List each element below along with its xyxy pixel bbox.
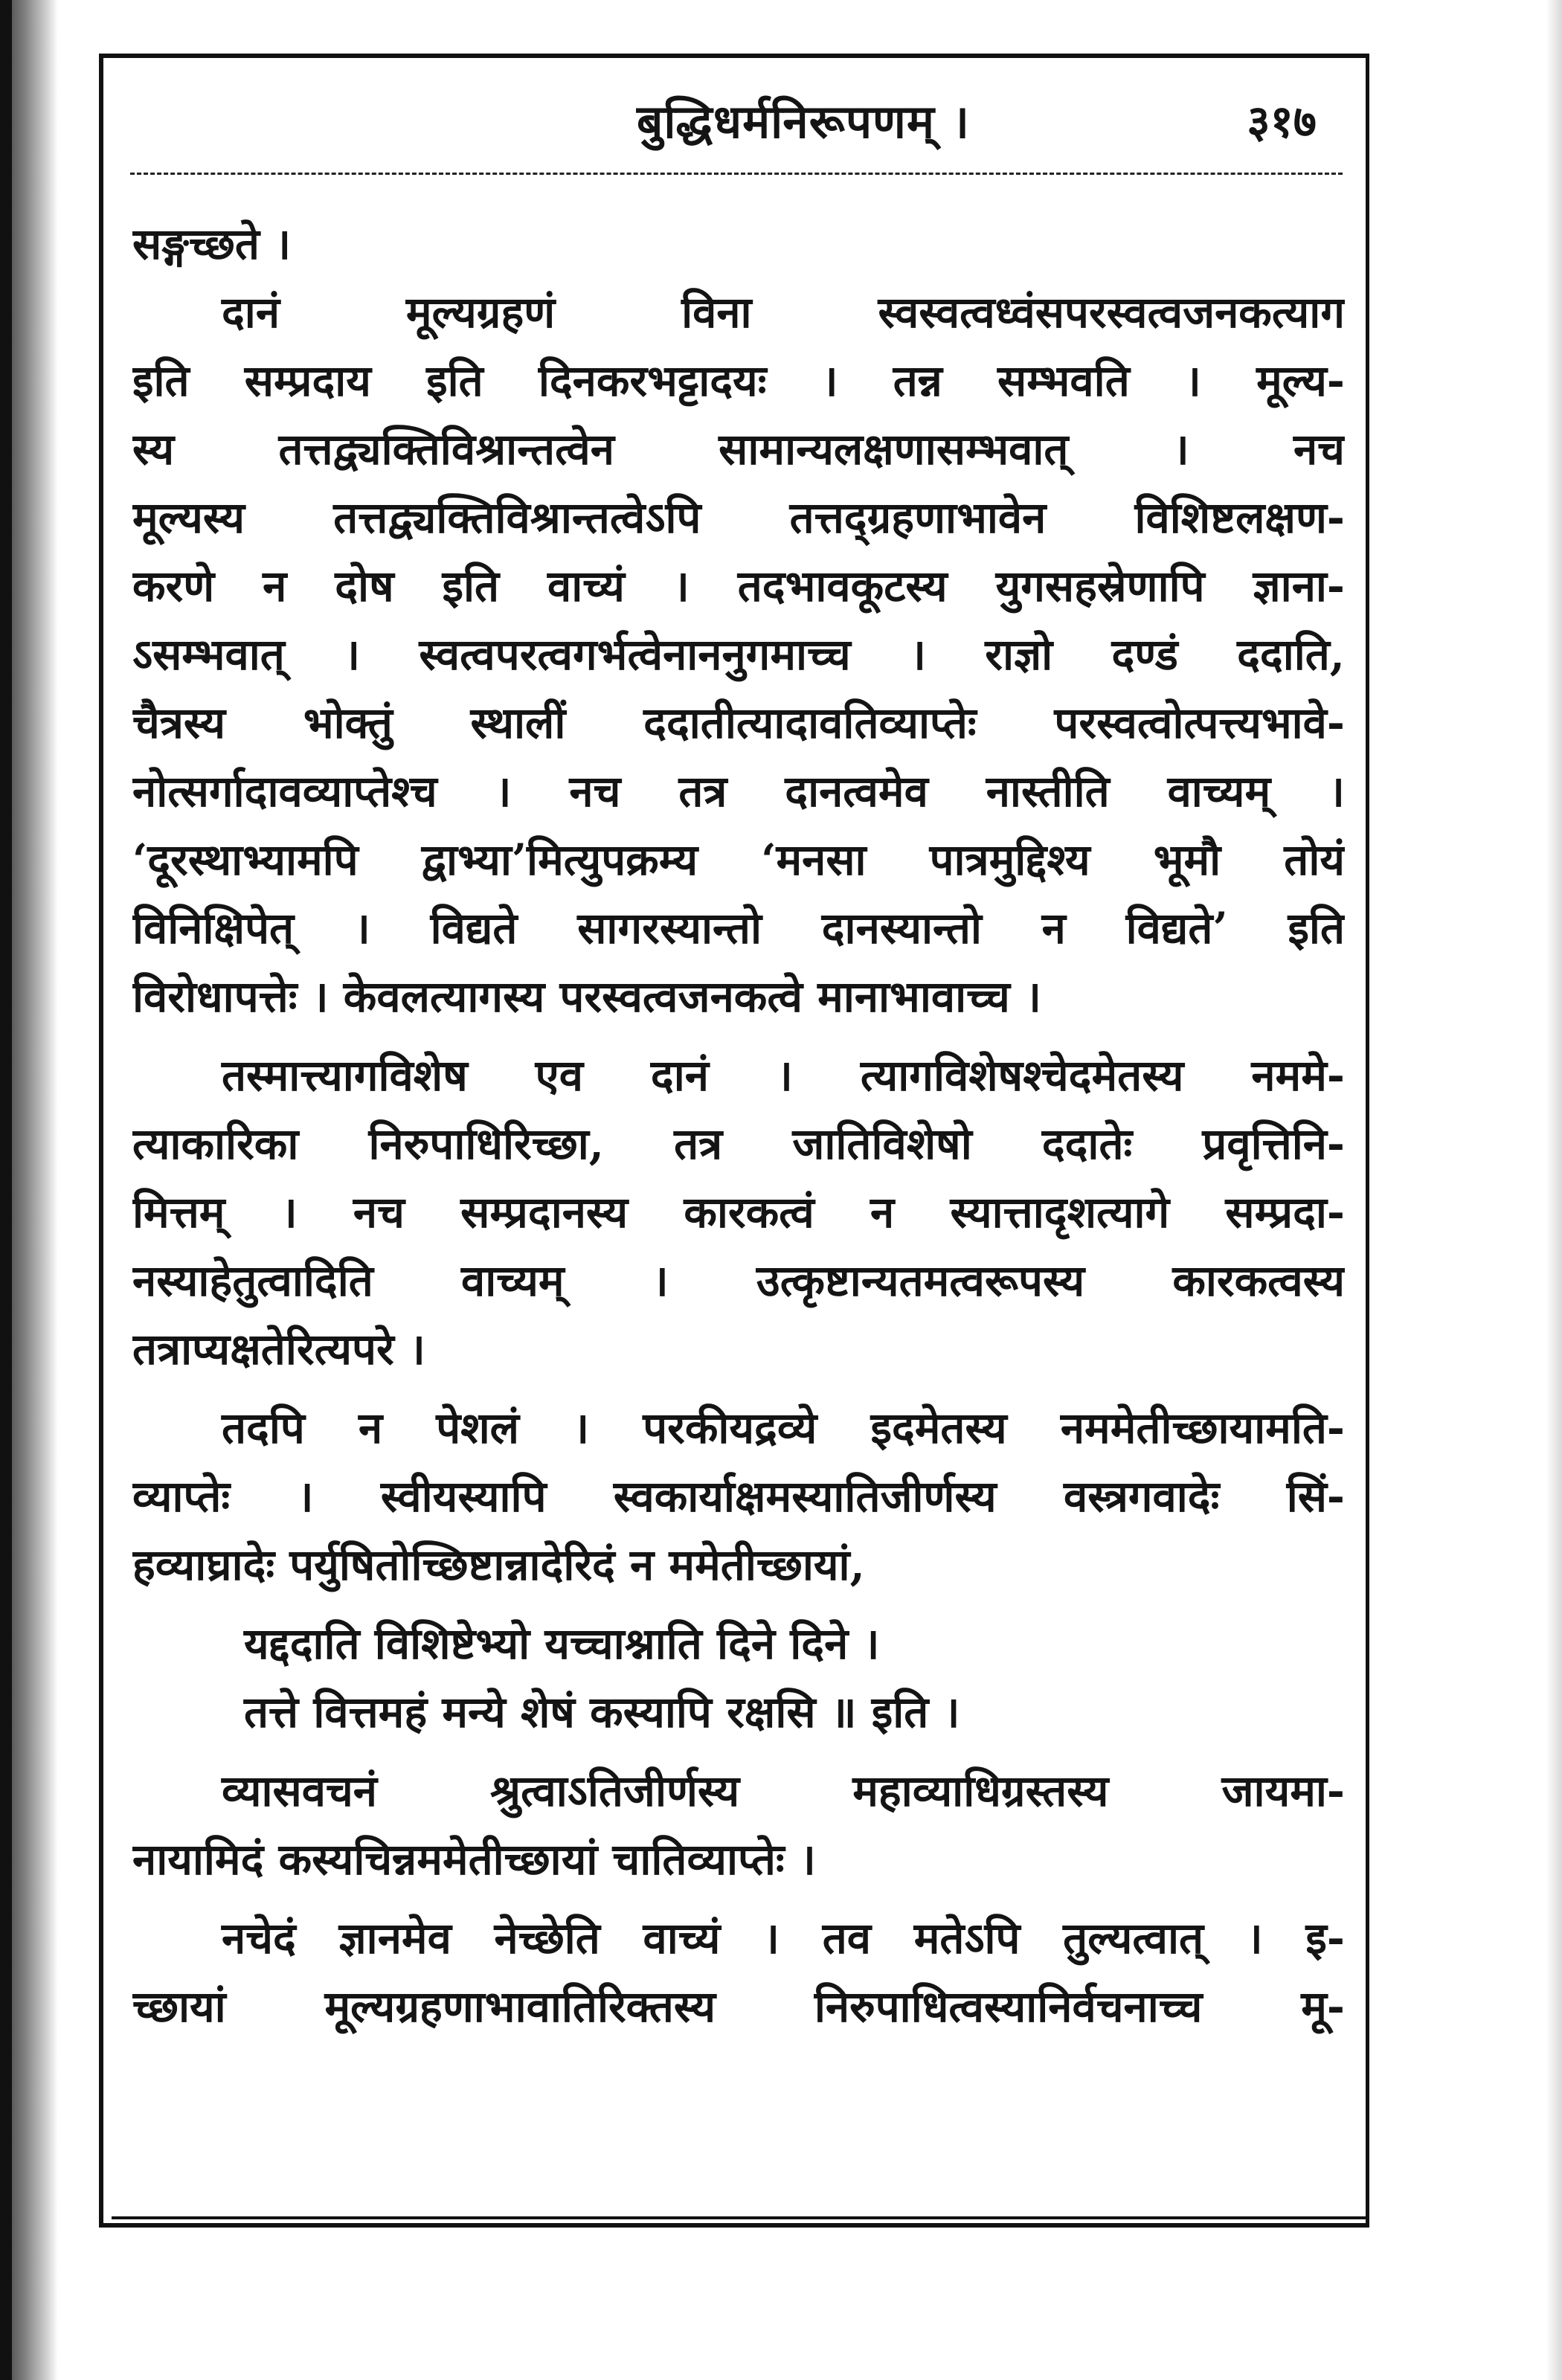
running-header [134,83,1339,165]
text-line: मूल्यस्य तत्तद्व्यक्तिविश्रान्तत्वेऽपि तत्तद्ग्रहणाभावेन विशिष्टलक्षण- [132,492,1345,543]
verse-line: तत्ते वित्तमहं मन्ये शेषं कस्यापि रक्षसि ॥ इति । [244,1687,960,1737]
text-line: विरोधापत्तेः । केवलत्यागस्य परस्वत्वजनकत्वे मानाभावाच्च । [132,971,1041,1022]
text-line: व्यासवचनं श्रुत्वाऽतिजीर्णस्य महाव्याधिग्रस्तस्य जायमा- [222,1766,1345,1816]
verse-line: यद्ददाति विशिष्टेभ्यो यच्चाश्नाति दिने दिने । [244,1618,880,1669]
page-number: ३१७ [1247,96,1317,148]
text-line: दानं मूल्यग्रहणं विना स्वस्वत्वध्वंसपरस्वत्वजनकत्याग [222,287,1345,338]
book-spine-edge [0,0,12,2380]
text-line: हव्याघ्रादेः पर्युषितोच्छिष्टान्नादेरिदं न ममेतीच्छायां, [132,1540,865,1590]
text-line: विनिक्षिपेत् । विद्यते सागरस्यान्तो दानस्यान्तो न विद्यते’ इति [132,903,1345,953]
text-line: इति सम्प्रदाय इति दिनकरभट्टादयः । तन्न सम्भवति । मूल्य- [132,356,1345,406]
text-line: ऽसम्भवात् । स्वत्वपरत्वगर्भत्वेनाननुगमाच्च । राज्ञो दण्डं ददाति, [132,629,1345,680]
text-line: चैत्रस्य भोक्तुं स्थालीं ददातीत्यादावतिव्याप्तेः परस्वत्वोत्पत्त्यभावे- [132,698,1345,748]
text-line: त्याकारिका निरुपाधिरिच्छा, तत्र जातिविशेषो ददातेः प्रवृत्तिनि- [132,1119,1345,1169]
text-line: नस्याहेतुत्वादिति वाच्यम् । उत्कृष्टान्यतमत्वरूपस्य कारकत्वस्य [132,1255,1345,1306]
text-line: च्छायां मूल्यग्रहणाभावातिरिक्तस्य निरुपाधित्वस्यानिर्वचनाच्च मू- [132,1981,1345,2032]
text-line: नोत्सर्गादावव्याप्तेश्च । नच तत्र दानत्वमेव नास्तीति वाच्यम् । [132,766,1345,817]
text-line: तत्राप्यक्षतेरित्यपरे । [132,1324,425,1374]
text-line: तदपि न पेशलं । परकीयद्रव्ये इदमेतस्य नममेतीच्छायामति- [222,1403,1345,1453]
text-line: करणे न दोष इति वाच्यं । तदभावकूटस्य युगसहस्रेणापि ज्ञाना- [132,561,1345,611]
page-edge-shadow [1546,0,1562,2380]
footer-rule [112,2216,1369,2219]
text-line: नायामिदं कस्यचिन्नममेतीच्छायां चातिव्याप्तेः । [132,1834,816,1885]
text-line: व्याप्तेः । स्वीयस्यापि स्वकार्याक्षमस्यातिजीर्णस्य वस्त्रगवादेः सिं- [132,1471,1345,1522]
text-line: तस्मात्त्यागविशेष एव दानं । त्यागविशेषश्चेदमेतस्य नममे- [222,1050,1345,1101]
body-text [132,210,1345,2041]
text-line: नचेदं ज्ञानमेव नेच्छेति वाच्यं । तव मतेऽपि तुल्यत्वात् । इ- [222,1913,1345,1964]
text-line: सङ्गच्छते । [132,219,292,269]
text-line: मित्तम् । नच सम्प्रदानस्य कारकत्वं न स्यात्तादृशत्यागे सम्प्रदा- [132,1187,1345,1238]
text-line: ‘दूरस्थाभ्यामपि द्वाभ्या’मित्युपक्रम्य ‘मनसा पात्रमुद्दिश्य भूमौ तोयं [132,834,1345,885]
running-title: बुद्धिधर्मनिरूपणम् । [636,94,971,149]
text-line: स्य तत्तद्व्यक्तिविश्रान्तत्वेन सामान्यलक्षणासम्भवात् । नच [132,424,1345,475]
header-rule [130,173,1343,175]
